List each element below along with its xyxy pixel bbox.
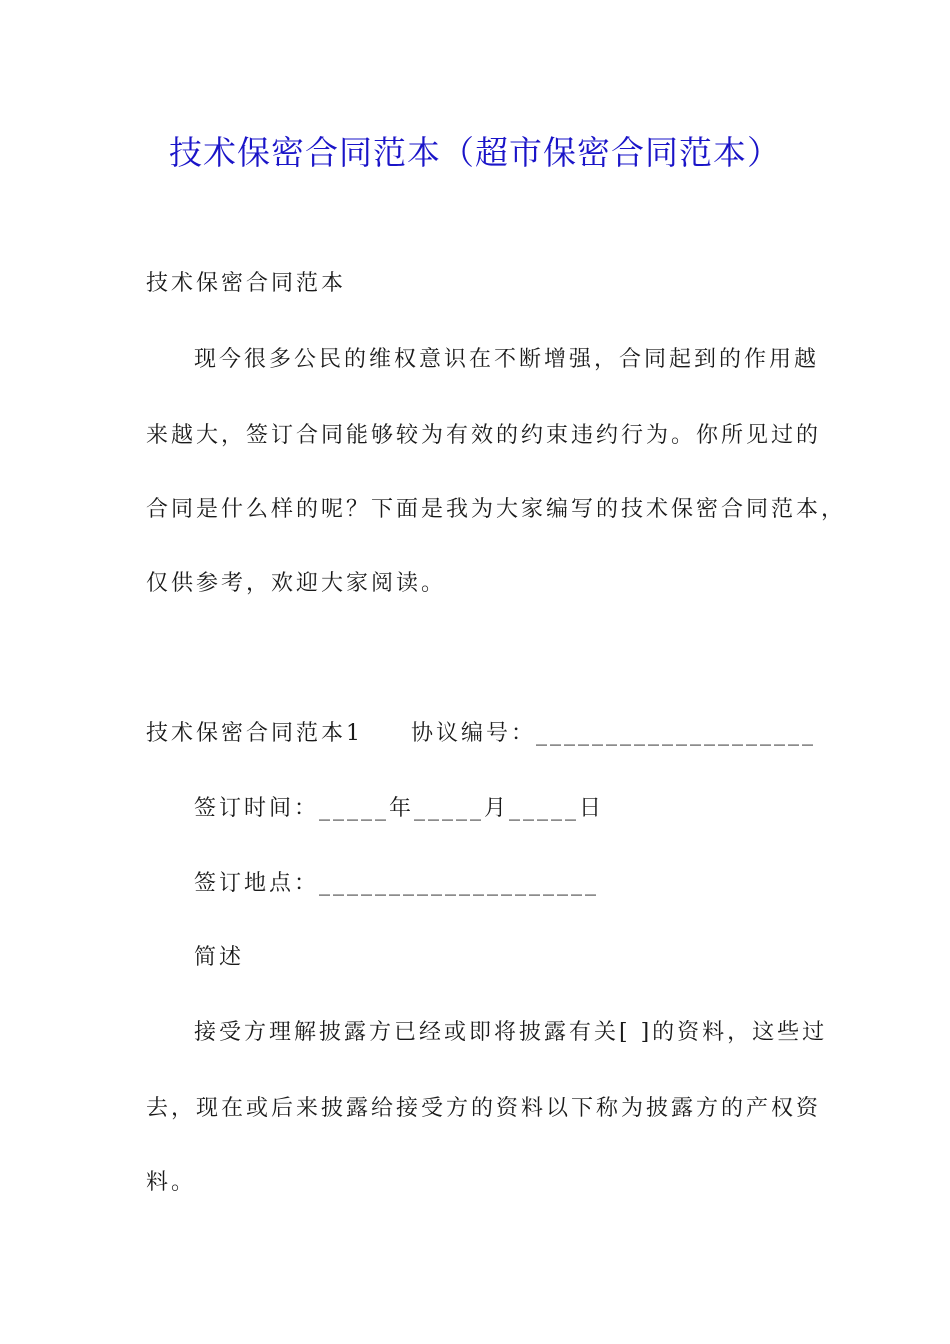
intro-paragraph-line: 现今很多公民的维权意识在不断增强，合同起到的作用越 [194, 347, 820, 372]
intro-paragraph-line: 合同是什么样的呢？下面是我为大家编写的技术保密合同范本， [146, 497, 847, 522]
sign-time-field: 签订时间：_____年_____月_____日 [194, 796, 605, 821]
intro-paragraph-line: 来越大，签订合同能够较为有效的约束违约行为。你所见过的 [146, 423, 822, 448]
contract-body-line: 料。 [146, 1170, 197, 1195]
contract-body-line: 去，现在或后来披露给接受方的资料以下称为披露方的产权资 [146, 1096, 822, 1121]
contract-name: 技术保密合同范本1 [146, 721, 363, 746]
document-title: 技术保密合同范本（超市保密合同范本） [169, 133, 781, 172]
contract-body-line: 接受方理解披露方已经或即将披露有关[ ]的资料，这些过 [194, 1020, 828, 1045]
contract-header-line [146, 718, 816, 750]
summary-heading: 简述 [194, 945, 245, 970]
sign-place-field: 签订地点：____________________ [194, 871, 600, 896]
section-heading: 技术保密合同范本 [146, 271, 347, 296]
intro-paragraph-line: 仅供参考，欢迎大家阅读。 [146, 571, 447, 596]
agreement-number-field: 协议编号：____________________ [411, 721, 817, 746]
